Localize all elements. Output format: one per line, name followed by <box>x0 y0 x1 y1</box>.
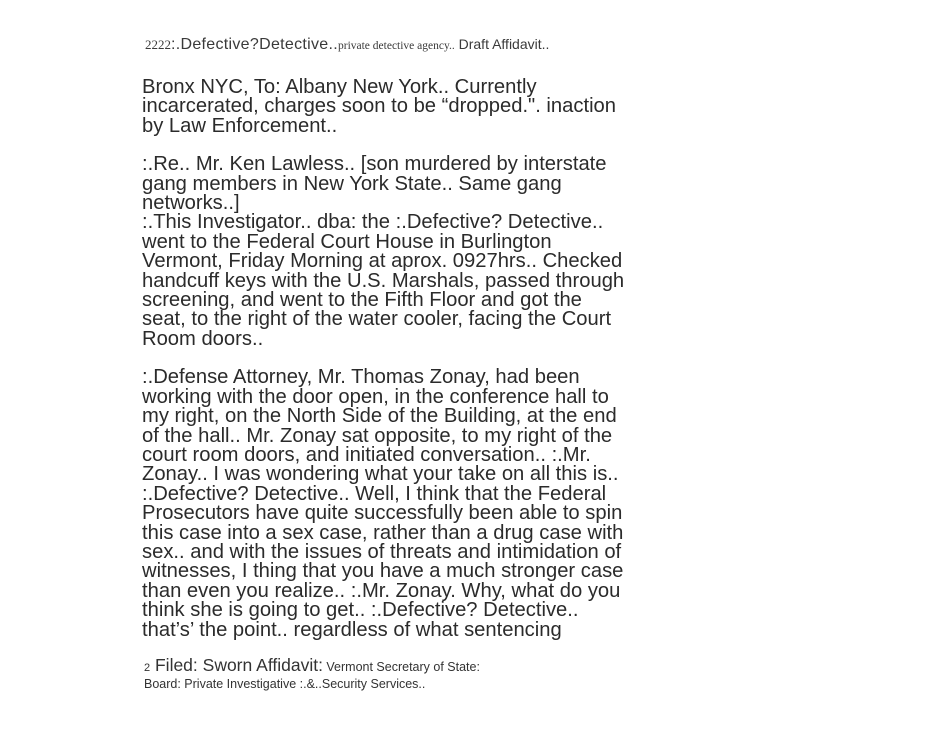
text-line: witnesses, I thing that you have a much stronger case <box>142 560 624 583</box>
text-line: Bronx NYC, To: Albany New York.. Currently <box>142 76 537 98</box>
text-line: this case into a sex case, rather than a drug case with <box>142 521 624 544</box>
text-line: sex.. and with the issues of threats and intimidation of <box>142 540 622 563</box>
paragraph-defense-attorney <box>142 368 822 640</box>
header-brand: :.Defective?Detective.. <box>171 36 338 53</box>
text-line: screening, and went to the Fifth Floor and got the <box>142 289 582 312</box>
header-agency: private detective agency.. <box>337 40 455 52</box>
text-line: think she is going to get.. :.Defective? Detective.. <box>142 599 579 622</box>
paragraph-investigator <box>142 155 822 349</box>
text-line: that’s’ the point.. regardless of what sentencing <box>142 618 562 641</box>
document-body <box>142 78 822 640</box>
text-line: Zonay.. I was wondering what your take on all this is.. <box>142 463 619 486</box>
text-line: Prosecutors have quite successfully been able to spin <box>142 502 623 525</box>
text-line: working with the door open, in the conference hall to <box>142 385 609 408</box>
text-line: gang members in New York State.. Same gang <box>142 172 562 195</box>
filed-label: Filed: Sworn Affidavit: <box>150 655 323 675</box>
text-line: :.Re.. Mr. Ken Lawless.. [son murdered by interstate <box>142 153 607 176</box>
text-line: Room doors.. <box>142 327 264 350</box>
page-footer <box>144 656 480 691</box>
header-draft-label: Draft Affidavit.. <box>454 36 550 52</box>
board-line: Board: Private Investigative :.&..Security Services.. <box>144 677 426 691</box>
text-line: incarcerated, charges soon to be “dropped.". inaction <box>142 95 617 118</box>
text-line: went to the Federal Court House in Burlington <box>142 230 552 253</box>
secretary-of-state: Vermont Secretary of State: <box>322 660 480 674</box>
page-header <box>145 36 549 54</box>
text-line: of the hall.. Mr. Zonay sat opposite, to my right of the <box>142 424 613 447</box>
text-line: Vermont, Friday Morning at aprox. 0927hrs.. Checked <box>142 250 623 273</box>
text-line: :.This Investigator.. dba: the :.Defective? Detective.. <box>142 211 604 234</box>
footnote-number: 2 <box>144 662 151 674</box>
text-line: :.Defense Attorney, Mr. Thomas Zonay, had been <box>142 366 580 389</box>
header-number: 2222 <box>145 37 171 52</box>
text-line: than even you realize.. :.Mr. Zonay. Why, what do you <box>142 579 621 602</box>
text-line: my right, on the North Side of the Building, at the end <box>142 405 617 428</box>
text-line: :.Defective? Detective.. Well, I think that the Federal <box>142 482 607 505</box>
text-line: by Law Enforcement.. <box>142 114 338 137</box>
paragraph-location <box>142 78 822 136</box>
text-line: handcuff keys with the U.S. Marshals, passed through <box>142 269 625 292</box>
text-line: court room doors, and initiated conversation.. :.Mr. <box>142 443 591 466</box>
text-line: seat, to the right of the water cooler, facing the Court <box>142 308 612 331</box>
text-line: networks..] <box>142 192 240 215</box>
